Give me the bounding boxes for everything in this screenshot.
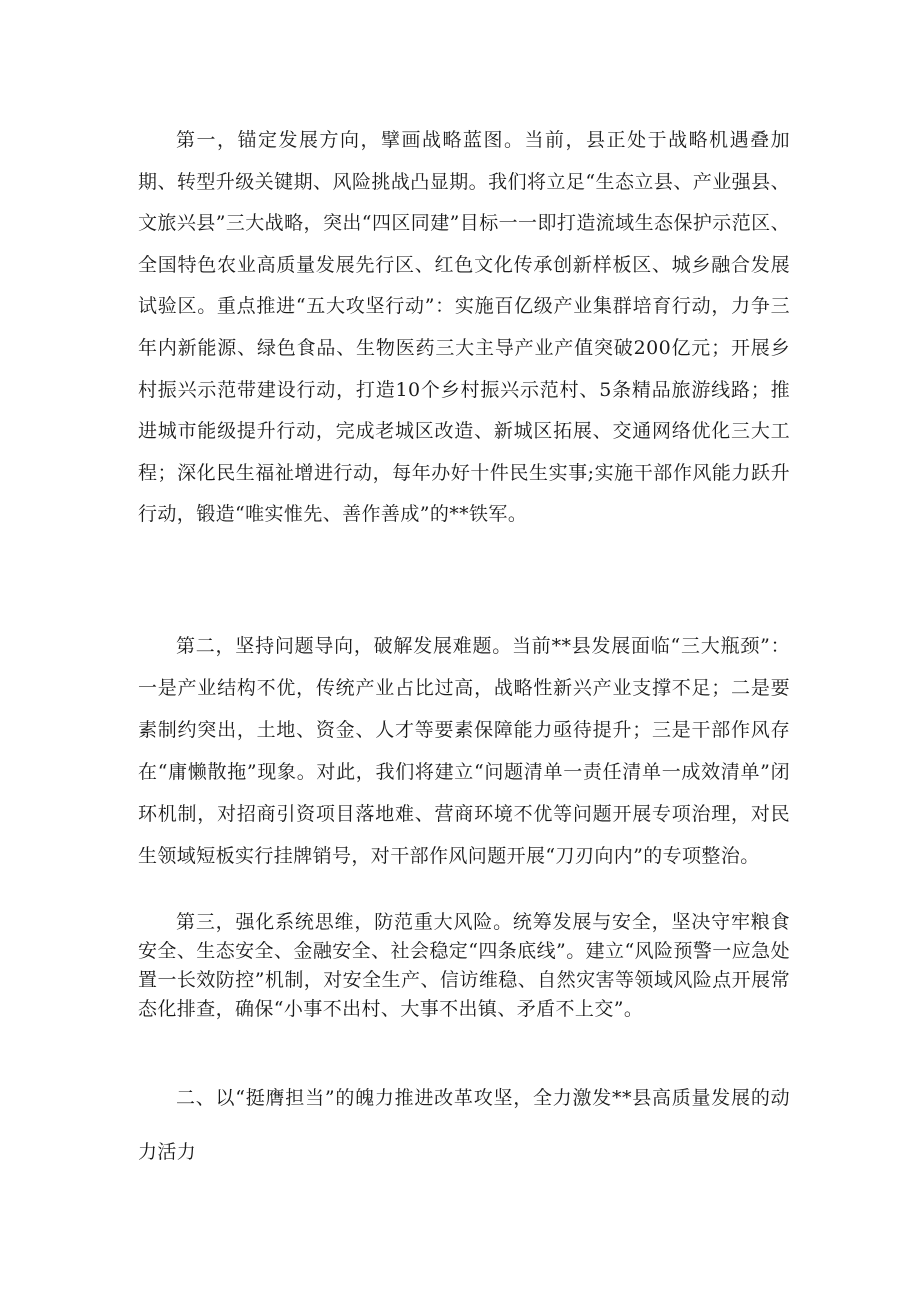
paragraph-third-risks: 第三，强化系统思维，防范重大风险。统筹发展与安全，坚决守牢粮食安全、生态安全、金融安全、社会稳定“四条底线”。建立“风险预警一应急处置一长效防控”机制，对安全生产、信访维稳、自然灾害等领域风险点开展常态化排查，确保“小事不出村、大事不出镇、矛盾不上交”。 bbox=[138, 911, 790, 1020]
paragraph-first-strategy: 第一，锚定发展方向，擘画战略蓝图。当前，县正处于战略机遇叠加期、转型升级关键期、风险挑战凸显期。我们将立足“生态立县、产业强县、文旅兴县”三大战略，突出“四区同建”目标一一即打造流域生态保护示范区、全国特色农业高质量发展先行区、红色文化传承创新样板区、城乡融合发展试验区。重点推进“五大攻坚行动”：实施百亿级产业集群培育行动，力争三年内新能源、绿色食品、生物医药三大主导产业产值突破200亿元；开展乡村振兴示范带建设行动，打造10个乡村振兴示范村、5条精品旅游线路；推进城市能级提升行动，完成老城区改造、新城区拓展、交通网络优化三大工程；深化民生福祉增进行动，每年办好十件民生实事;实施干部作风能力跃升行动，锻造“唯实惟先、善作善成”的**铁军。 bbox=[138, 129, 790, 526]
paragraph-second-problems: 第二，坚持问题导向，破解发展难题。当前**县发展面临“三大瓶颈”：一是产业结构不优，传统产业占比过高，战略性新兴产业支撑不足；二是要素制约突出，土地、资金、人才等要素保障能力亟待提升；三是干部作风存在“庸懒散拖”现象。对此，我们将建立“问题清单一责任清单一成效清单”闭环机制，对招商引资项目落地难、营商环境不优等问题开展专项治理，对民生领域短板实行挂牌销号，对干部作风问题开展“刀刃向内”的专项整治。 bbox=[138, 635, 790, 867]
section-heading-reform: 二、以“挺膺担当”的魄力推进改革攻坚，全力激发**县高质量发展的动力活力 bbox=[138, 1087, 790, 1163]
